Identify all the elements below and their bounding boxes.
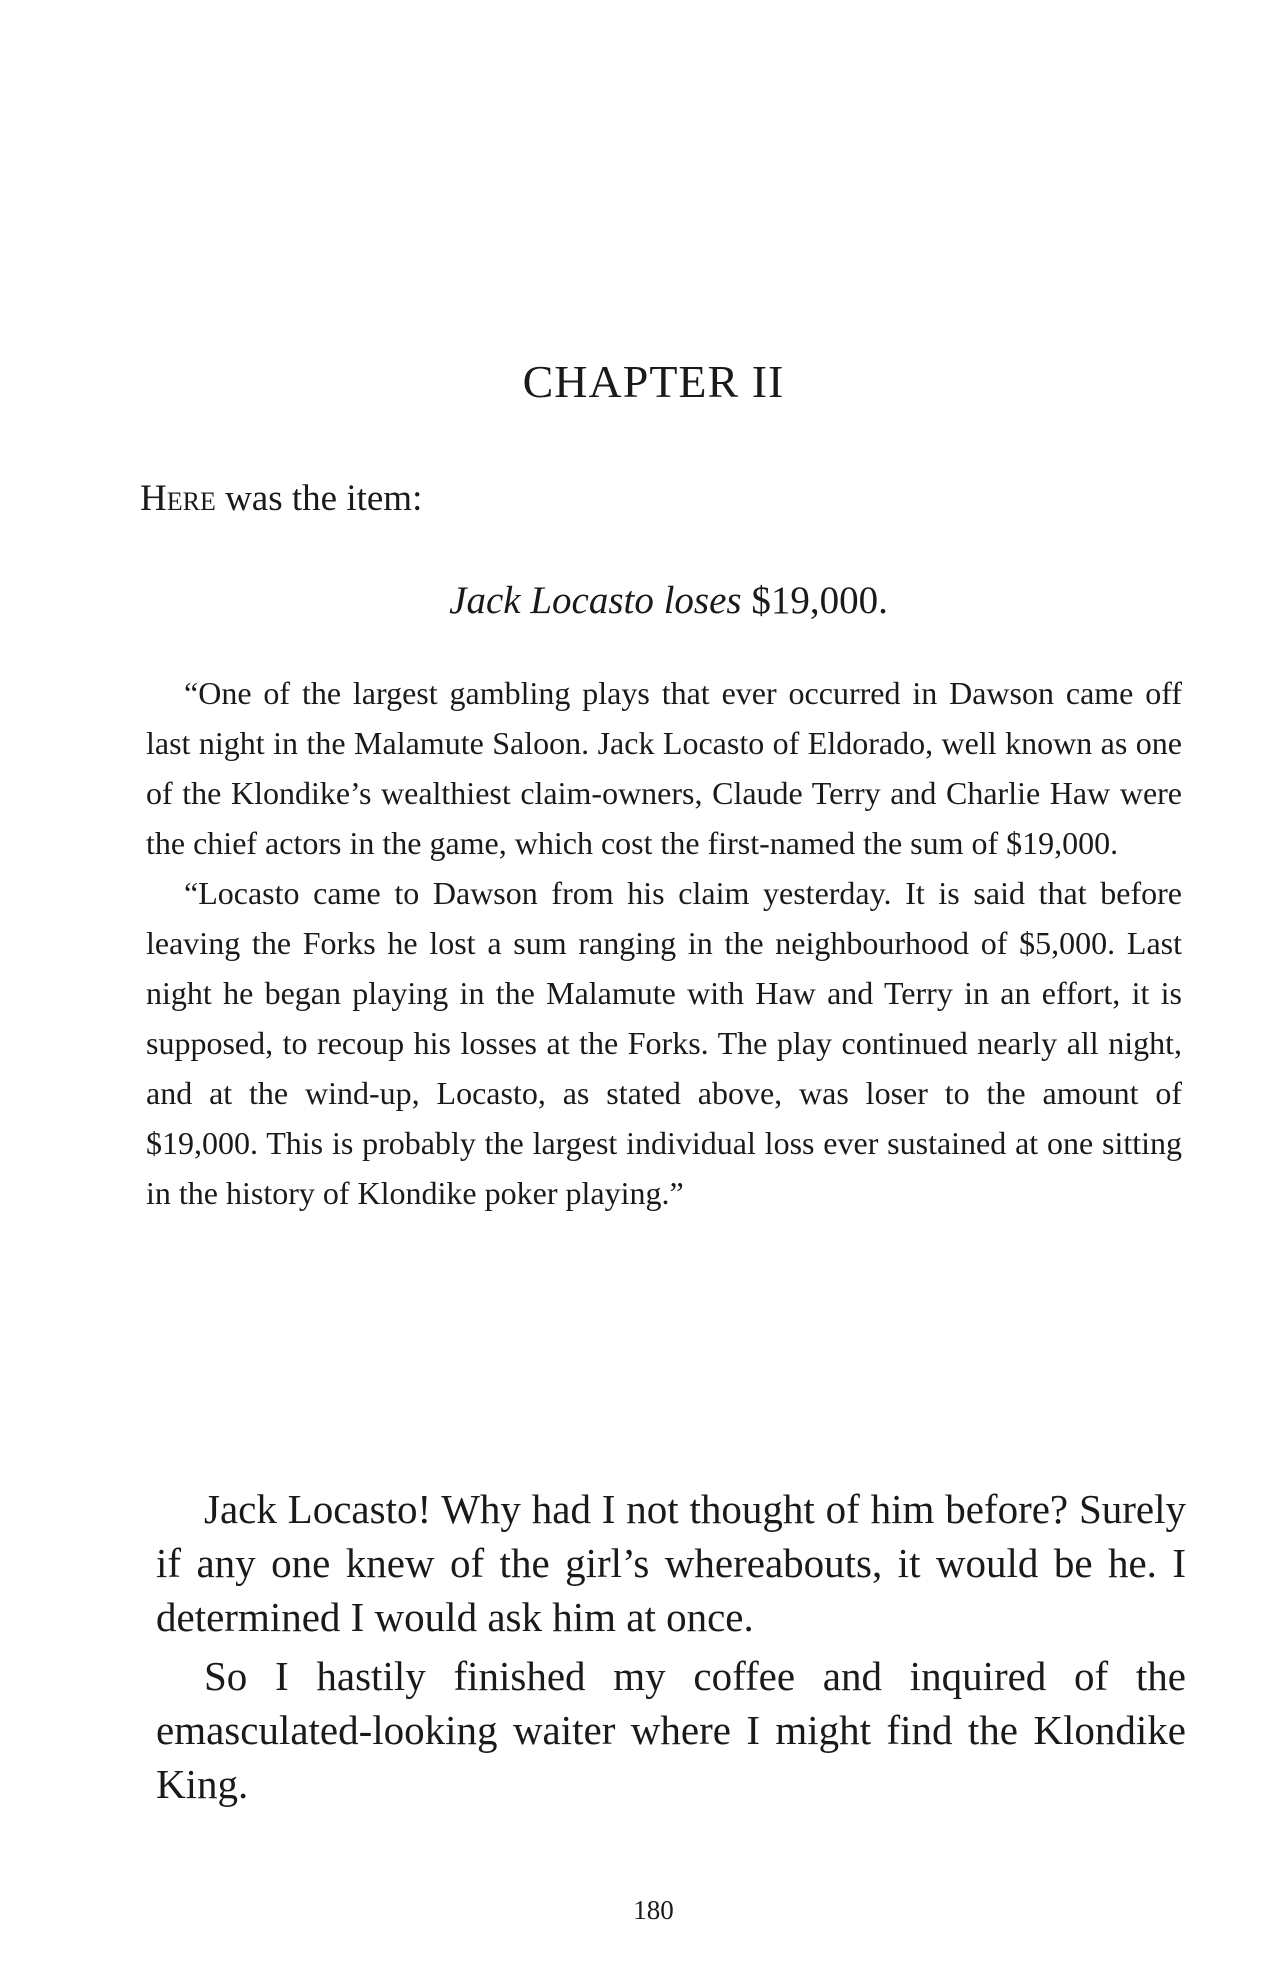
- quote-paragraph: “One of the largest gambling plays that ever occurred in Dawson came off last night in the Malamute Saloon. Jack Locasto of Eldorado, well known as one of the Klondike’s wealthiest claim-owners, Claude Terry and Charlie Haw were the chief actors in the game, which cost the first-named the sum of $19,000.: [146, 675, 1182, 861]
- headline-amount: $19,000.: [741, 579, 888, 622]
- quote-paragraph: “Locasto came to Dawson from his claim yesterday. It is said that before leaving the Forks he lost a sum ranging in the neighbourhood of $5,000. Last night he began playing in the Malamute with Haw and Terry in an effort, it is supposed, to recoup his losses at the Forks. The play continued nearly all night, and at the wind-up, Locasto, as stated above, was loser to the amount of $19,000. This is probably the largest individual loss ever sustained at one sitting in the history of Klondike poker playing.”: [146, 875, 1182, 1211]
- narrative-paragraph: Jack Locasto! Why had I not thought of him before? Surely if any one knew of the girl’s whereabouts, it would be he. I determined I would ask him at once.: [156, 1486, 1186, 1640]
- news-quote: [146, 668, 1182, 1218]
- headline-italic: Jack Locasto loses: [449, 579, 742, 622]
- intro-rest: was the item:: [215, 478, 423, 519]
- narrative-paragraph: So I hastily finished my coffee and inquired of the emasculated-looking waiter where I might find the Klondike King.: [156, 1653, 1186, 1807]
- intro-line: [140, 477, 422, 520]
- page-number: 180: [633, 1895, 674, 1925]
- chapter-heading: CHAPTER II: [522, 356, 785, 407]
- news-headline: [0, 578, 1267, 623]
- narrative-text: [156, 1482, 1186, 1811]
- intro-lead-word: Here: [140, 478, 216, 519]
